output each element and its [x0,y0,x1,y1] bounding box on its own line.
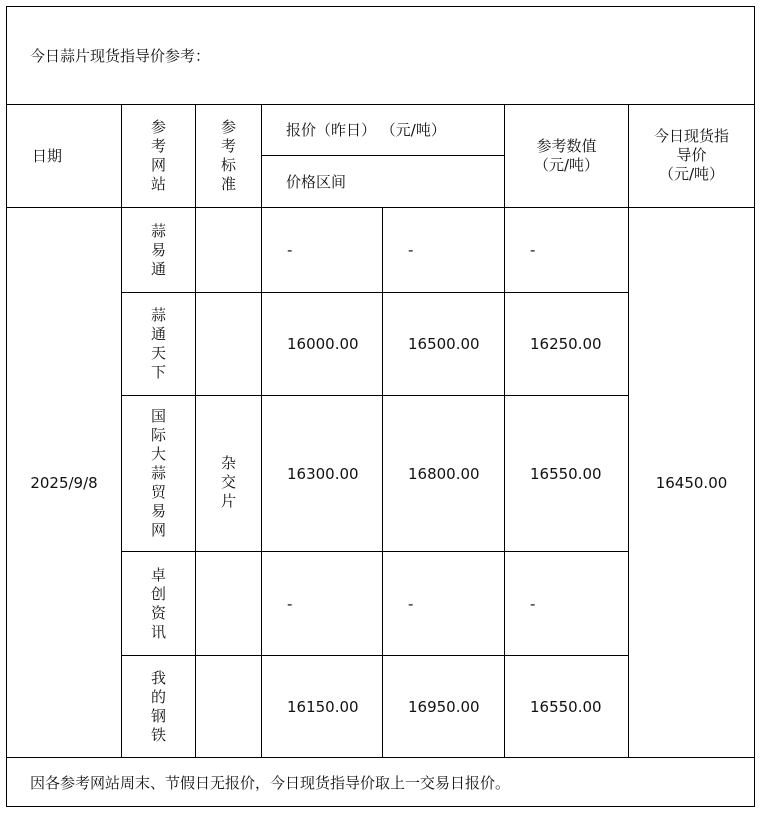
site-name-char: 易 [150,240,166,259]
site-name-char: 通 [150,325,166,343]
site-name-char: 易 [150,502,166,520]
border-bottom [6,806,755,807]
footer-note: 因各参考网站周末、节假日无报价，今日现货指导价取上一交易日报价。 [30,773,511,792]
header-standard-char: 准 [220,174,236,193]
site-name-char: 钢 [150,706,166,725]
site-name-char: 蒜 [150,221,166,240]
site-name [122,552,195,655]
price-low: - [287,241,293,259]
guide-price-value: 16450.00 [655,473,728,492]
header-site-char: 参 [150,117,166,136]
site-name-char: 讯 [150,622,166,641]
line-v-4 [382,207,383,758]
price-low: 16150.00 [287,697,359,716]
site-name-char: 天 [150,344,166,362]
site-name-char: 通 [150,259,166,278]
site-name-char: 蒜 [150,464,166,482]
site-name-char: 蒜 [150,306,166,324]
site-name-char: 铁 [150,725,166,744]
header-date: 日期 [32,147,63,165]
standard-value [196,208,261,757]
price-high: 16950.00 [408,697,480,716]
header-site-char: 考 [150,136,166,155]
reference-value: 16250.00 [530,335,602,353]
site-name-char: 下 [150,363,166,381]
header-standard-char: 参 [220,117,236,136]
line-v-3 [261,104,262,758]
header-standard-char: 考 [220,136,236,155]
header-quote: 报价（昨日） （元/吨） [286,121,446,139]
site-name [122,208,195,292]
header-price-range: 价格区间 [286,173,347,191]
reference-value: - [530,241,536,259]
reference-value: - [530,594,536,613]
header-site-char: 站 [150,174,166,193]
site-name-char: 贸 [150,483,166,501]
price-high: 16800.00 [408,464,480,483]
site-name-char: 大 [150,445,166,463]
site-name-char: 资 [150,603,166,622]
border-right [754,6,755,807]
site-name-char: 的 [150,687,166,706]
site-name [122,293,195,395]
reference-value: 16550.00 [530,464,602,483]
page-title: 今日蒜片现货指导价参考： [30,46,211,65]
standard-value-char: 杂 [220,454,236,472]
price-high: - [408,594,414,613]
reference-value: 16550.00 [530,697,602,716]
price-high: 16500.00 [408,335,480,353]
price-high: - [408,241,414,259]
header-reference-value: 参考数值 （元/吨） [533,136,600,174]
price-low: 16300.00 [287,464,359,483]
site-name-char: 卓 [150,565,166,584]
header-guide-price: 今日现货指 导价 （元/吨） [653,127,729,183]
standard-value-char: 片 [220,492,236,510]
price-low: - [287,594,293,613]
header-standard-char: 标 [220,155,236,174]
site-name-char: 创 [150,584,166,603]
header-site-char: 网 [150,155,166,174]
site-name-char: 国 [150,407,166,425]
standard-value-char: 交 [220,473,236,491]
site-name [122,396,195,551]
price-low: 16000.00 [287,335,359,353]
date-value: 2025/9/8 [30,473,98,492]
header-site [122,104,195,207]
site-name-char: 际 [150,426,166,444]
header-standard [196,104,261,207]
site-name-char: 我 [150,668,166,687]
site-name-char: 网 [150,521,166,539]
site-name [122,656,195,757]
